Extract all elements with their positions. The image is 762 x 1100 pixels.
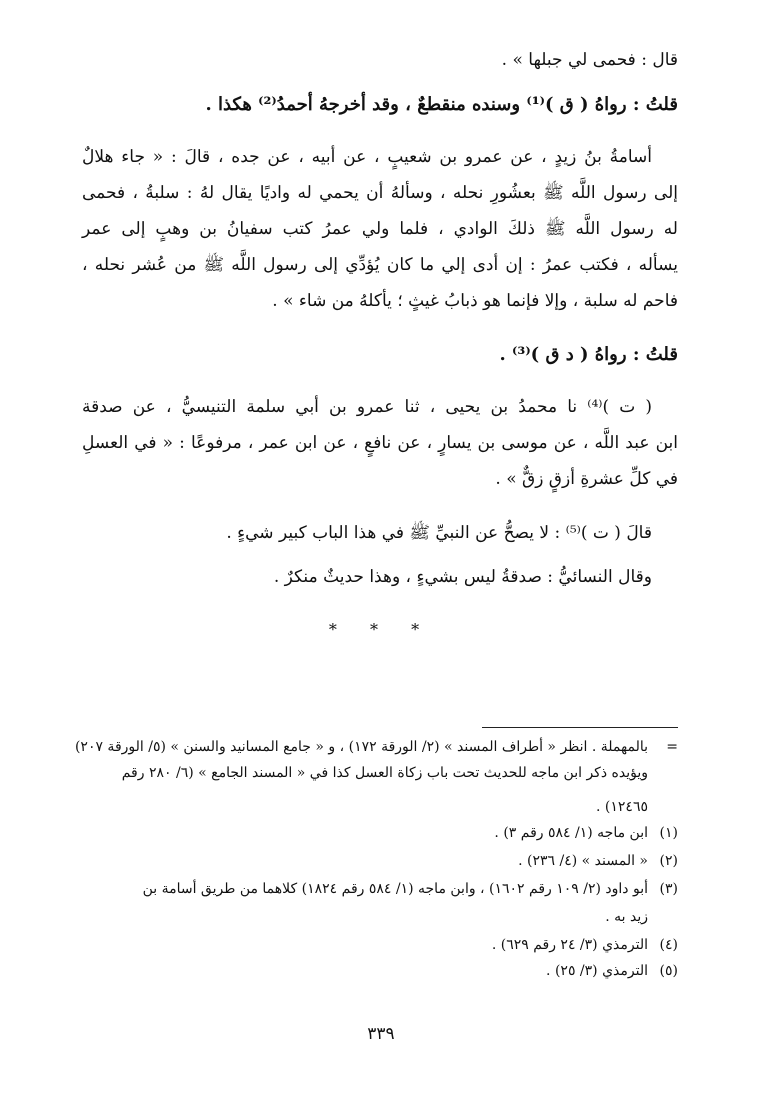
body-line-9: ( ت )⁽⁴⁾ نا محمدُ بن يحيى ، ثنا عمرو بن أبي سلمة التنيسيُّ ، عن صدقة	[82, 397, 652, 417]
footnote-continuation-text-1: بالمهملة . انظر « أطراف المسند » (٢/ الورقة ١٧٢) ، و « جامع المسانيد والسنن » (٥/ الورقة ٢٠٧)	[74, 739, 648, 755]
body-line-6: يسأله ، فكتب عمرُ : إن أدى إلي ما كان يُؤدِّي إلى رسول اللَّه ﷺ من عُشر نحله ،	[82, 255, 678, 275]
footnote-5-text: الترمذي (٣/ ٢٥) .	[546, 963, 648, 979]
footnote-1-number: (١)	[659, 825, 678, 841]
footnote-4-text: الترمذي (٣/ ٢٤ رقم ٦٢٩) .	[491, 937, 648, 953]
footnote-2-number: (٢)	[659, 853, 678, 869]
footnote-continuation-line-2: ويؤيده ذكر ابن ماجه للحديث تحت باب زكاة العسل كذا في « المسند الجامع » (٦/ ٢٨٠ رقم	[121, 765, 648, 781]
footnote-3-number: (٣)	[659, 881, 678, 897]
footnote-continuation-line-3: ١٢٤٦٥) .	[596, 799, 648, 815]
body-line-12: قالَ ( ت )⁽⁵⁾ : لا يصحُّ عن النبيِّ ﷺ في هذا الباب كبير شيءٍ .	[226, 523, 652, 543]
footnote-continuation-line-1	[74, 735, 678, 759]
body-line-7: فاحم له سلبة ، وإلا فإنما هو ذبابُ غيثٍ ؛ يأكلهُ من شاء » .	[272, 291, 678, 311]
footnote-3-line-2: زيد به .	[605, 909, 648, 925]
footnote-1	[82, 821, 678, 845]
footnote-3-text: أبو داود (٢/ ١٠٩ رقم ١٦٠٢) ، وابن ماجه (١/ ٥٨٤ رقم ١٨٢٤) كلاهما من طريق أسامة بن	[142, 881, 648, 897]
body-line-3: أسامةُ بنُ زيدٍ ، عن عمرو بن شعيبٍ ، عن أبيه ، عن جده ، قالَ : « جاء هلالٌ	[82, 147, 652, 167]
body-line-11: في كلِّ عشرةِ أزقٍ زقٌّ » .	[495, 469, 678, 489]
page-number: ٣٣٩	[367, 1024, 395, 1044]
body-line-4: إلى رسول اللَّه ﷺ بعشُورِ نحله ، وسألهُ أن يحمي له واديًا يقال لهُ : سلبةُ ، فحمى	[82, 183, 679, 203]
section-separator: * * *	[328, 620, 434, 639]
footnote-rule	[482, 727, 678, 728]
body-line-5: له رسول اللَّه ﷺ ذلكَ الوادي ، فلما ولي عمرُ كتب سفيانُ بن وهبٍ إلى عمر	[82, 219, 678, 239]
body-line-10: ابن عبد اللَّه ، عن موسى بن يسارٍ ، عن نافعٍ ، عن ابن عمر ، مرفوعًا : « في العسلِ	[82, 433, 678, 453]
footnote-5	[82, 959, 678, 983]
heading-qultu-1: قلتُ : رواهُ ( ق )⁽¹⁾ وسنده منقطعٌ ، وقد أخرجهُ أحمدُ⁽²⁾ هكذا .	[205, 94, 678, 115]
footnote-2-text: « المسند » (٤/ ٢٣٦) .	[518, 853, 648, 869]
footnote-2	[82, 849, 678, 873]
heading-qultu-2: قلتُ : رواهُ ( د ق )⁽³⁾ .	[499, 344, 678, 365]
footnote-3	[82, 877, 678, 901]
footnote-1-text: ابن ماجه (١/ ٥٨٤ رقم ٣) .	[494, 825, 648, 841]
continuation-marker: =	[666, 739, 678, 755]
body-line-13: وقال النسائيُّ : صدقةُ ليس بشيءٍ ، وهذا حديثٌ منكرٌ .	[273, 567, 652, 587]
footnote-4-number: (٤)	[659, 937, 678, 953]
footnote-5-number: (٥)	[659, 963, 678, 979]
footnote-4	[82, 933, 678, 957]
body-line-1: قال : فحمى لي جبلها » .	[501, 50, 678, 70]
